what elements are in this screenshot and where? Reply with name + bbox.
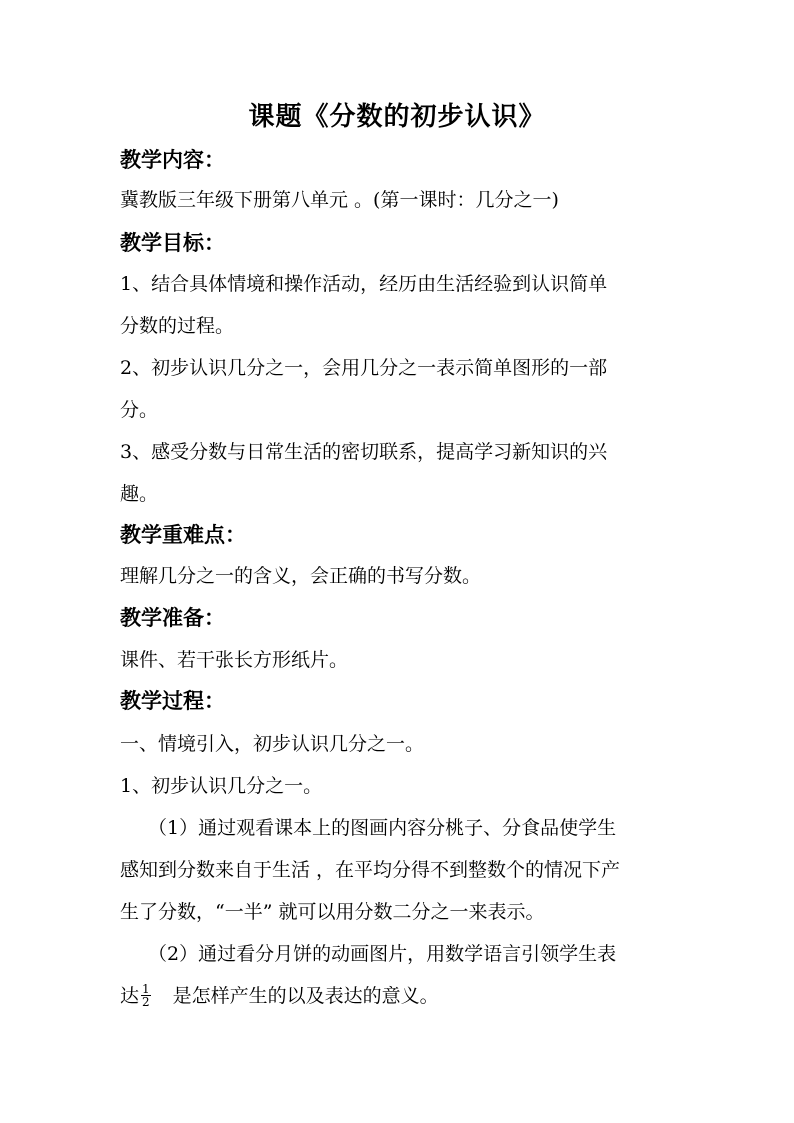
goal-1-line-1: 1、结合具体情境和操作活动，经历由生活经验到认识简单 <box>120 273 608 295</box>
content-heading: 教学内容： <box>120 147 225 172</box>
goal-1-line-2: 分数的过程。 <box>120 315 235 337</box>
step-1-1-heading: 1、初步认识几分之一。 <box>120 775 323 797</box>
fraction-one-half <box>141 983 151 1008</box>
paragraph-2-suffix: 是怎样产生的以及表达的意义。 <box>172 985 439 1007</box>
fraction-denominator: 2 <box>142 994 150 1009</box>
goal-3-line-1: 3、感受分数与日常生活的密切联系，提高学习新知识的兴 <box>120 441 608 463</box>
paragraph-2-line-2 <box>120 981 680 1010</box>
goal-2-line-2: 分。 <box>120 399 159 421</box>
fraction-numerator: 1 <box>142 981 150 996</box>
goals-heading: 教学目标： <box>120 230 225 255</box>
paragraph-2-line-1: （2）通过看分月饼的动画图片，用数学语言引领学生表 <box>148 943 617 965</box>
content-text: 冀教版三年级下册第八单元 。(第一课时：几分之一) <box>120 189 559 211</box>
key-points-heading: 教学重难点： <box>120 522 246 547</box>
goal-2-line-1: 2、初步认识几分之一，会用几分之一表示简单图形的一部 <box>120 357 608 379</box>
key-points-text: 理解几分之一的含义，会正确的书写分数。 <box>120 565 482 587</box>
process-heading: 教学过程： <box>120 688 225 713</box>
paragraph-2-prefix: 达 <box>120 985 140 1007</box>
preparation-heading: 教学准备： <box>120 605 225 630</box>
paragraph-1-line-3: 生了分数，“一半” 就可以用分数二分之一来表示。 <box>120 901 545 923</box>
goal-3-line-2: 趣。 <box>120 483 159 505</box>
step-1-heading: 一、情境引入，初步认识几分之一。 <box>120 733 425 755</box>
paragraph-1-line-2: 感知到分数来自于生活 ，在平均分得不到整数个的情况下产 <box>120 859 621 881</box>
page-title: 课题《分数的初步认识》 <box>248 102 546 132</box>
preparation-text: 课件、若干张长方形纸片。 <box>120 649 349 671</box>
paragraph-1-line-1: （1）通过观看课本上的图画内容分桃子、分食品使学生 <box>148 817 617 839</box>
